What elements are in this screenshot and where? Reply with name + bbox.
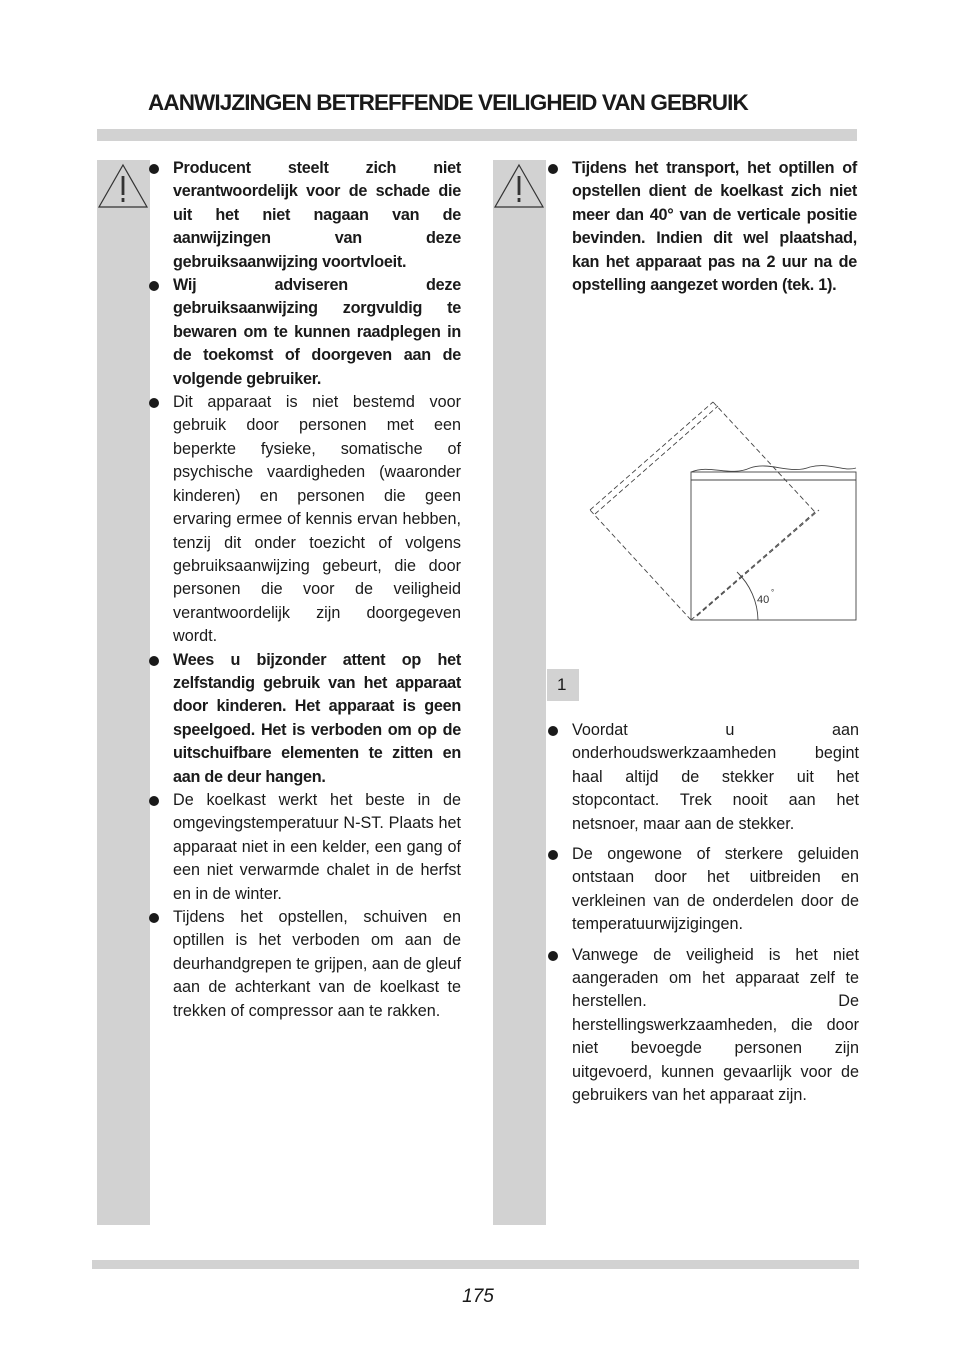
page-title: AANWIJZINGEN BETREFFENDE VEILIGHEID VAN GEBRUIK	[148, 90, 748, 115]
list-item: De ongewone of sterkere geluiden ontstaan door het uitbreiden en verkleinen van de onderdelen door de temperatuurwijzigingen.	[547, 843, 859, 937]
figure-number: 1	[547, 669, 579, 701]
list-item: Tijdens het opstellen, schuiven en optillen is het verboden om aan de deurhandgrepen te grijpen, aan de gleuf aan de achterkant van de koelkast te trekken of compressor aan te rakken.	[148, 906, 461, 1023]
list-item: Voordat u aan onderhoudswerkzaamheden begint haal altijd de stekker uit het stopcontact. Trek nooit aan het netsnoer, maar aan de stekker.	[547, 719, 859, 836]
right-column-bottom	[547, 719, 859, 1108]
degree-mark: °	[771, 588, 775, 597]
warning-triangle-icon	[493, 161, 545, 209]
angle-arc	[737, 572, 758, 620]
header-rule	[97, 129, 857, 141]
right-column-top	[547, 157, 857, 297]
list-item: Wij adviseren deze gebruiksaanwijzing zorgvuldig te bewaren om te kunnen raadplegen in de toekomst of doorgeven aan de volgende gebruiker.	[148, 274, 461, 391]
list-item: Producent steelt zich niet verantwoordelijk voor de schade die uit het niet nagaan van de aanwijzingen van deze gebruiksaanwijzing voortvloeit.	[148, 157, 461, 274]
list-item: Dit apparaat is niet bestemd voor gebruik door personen met een beperkte fysieke, somatische of psychische vaardigheden (waaronder kinderen) en personen die geen ervaring ermee of kennis ervan hebben, tenzij dit onder toezicht of volgens gebruiksaanwijzing gebeurt, die door personen die voor de veiligheid verantwoordelijk zijn doorgegeven wordt.	[148, 391, 461, 648]
footer-rule	[92, 1260, 859, 1269]
tilt-angle-figure	[585, 392, 860, 627]
right-warning-sidebar	[493, 160, 546, 1225]
left-column	[148, 157, 461, 1023]
tilted-fridge-outline	[590, 402, 819, 620]
warning-triangle-icon	[97, 161, 149, 209]
list-item: Wees u bijzonder attent op het zelfstandig gebruik van het apparaat door kinderen. Het apparaat is geen speelgoed. Het is verboden om op de uitschuifbare elementen te zitten en aan de deur hangen.	[148, 649, 461, 789]
page-number: 175	[462, 1286, 494, 1307]
list-item: De koelkast werkt het beste in de omgevingstemperatuur N-ST. Plaats het apparaat niet in een kelder, een gang of een niet verwarmde chalet in de herfst en in de winter.	[148, 789, 461, 906]
list-item: Vanwege de veiligheid is het niet aangeraden om het apparaat zelf te herstellen. De herstellingswerkzaamheden, die door niet bevoegde personen zijn uitgevoerd, kunnen gevaarlijk voor de gebruikers van het apparaat zijn.	[547, 944, 859, 1108]
upright-fridge-outline	[691, 472, 856, 620]
list-item: Tijdens het transport, het optillen of opstellen dient de koelkast zich niet meer dan 40° van de verticale positie bevinden. Indien dit wel plaatshad, kan het apparaat pas na 2 uur na de opstelling aangezet worden (tek. 1).	[547, 157, 857, 297]
left-warning-sidebar	[97, 160, 150, 1225]
fridge-top-edge	[691, 466, 856, 472]
angle-label: 40	[757, 594, 770, 606]
